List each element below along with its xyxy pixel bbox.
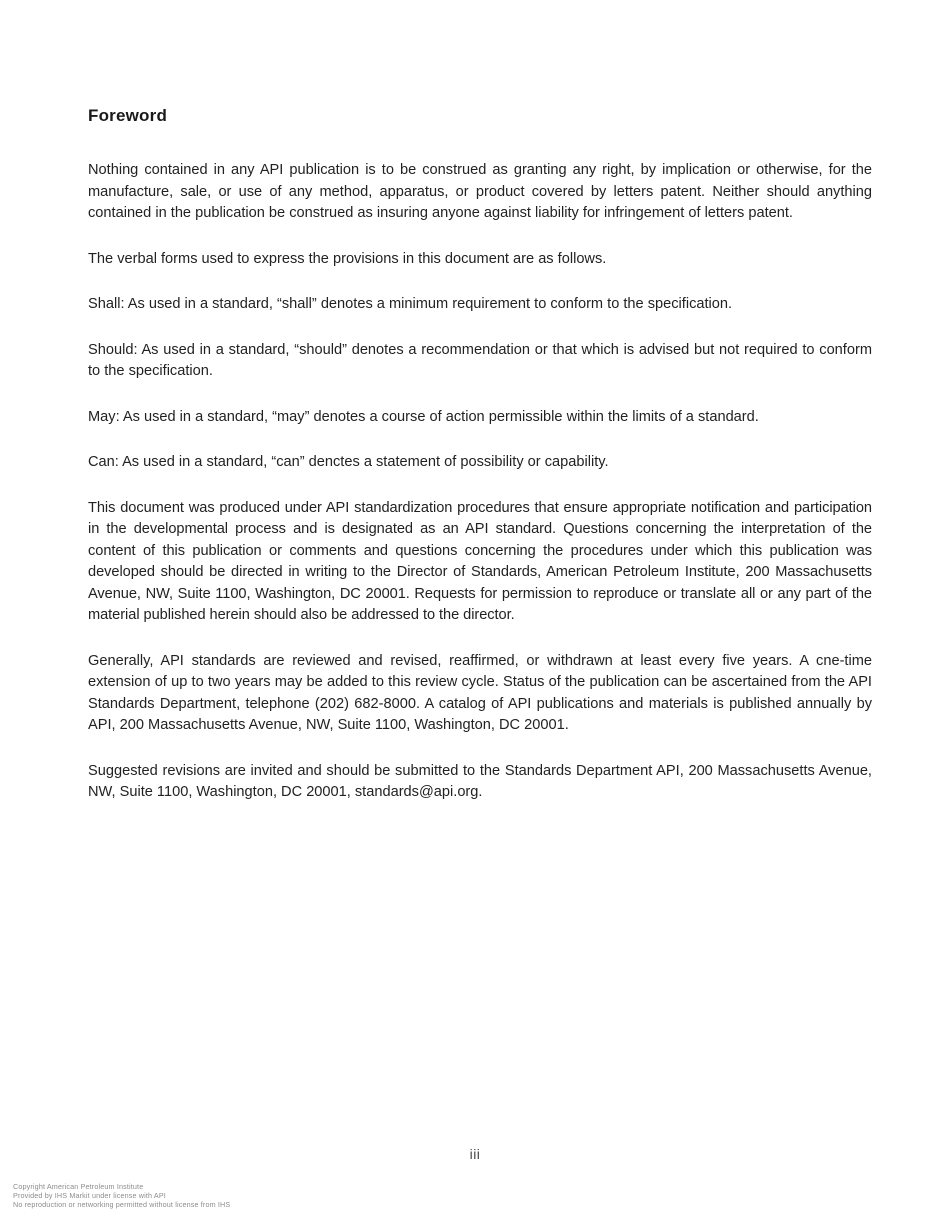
footer-license-block — [13, 1182, 433, 1210]
paragraph-suggested-revisions: Suggested revisions are invited and should be submitted to the Standards Department API, 200 Massachusetts Avenue, NW, Suite 1100, Washington, DC 20001, standards@api.org. — [88, 762, 872, 800]
paragraph-verbal-form-may: May: As used in a standard, “may” denotes a course of action permissible within the limits of a standard. — [88, 408, 759, 425]
paragraph-patent-disclaimer: Nothing contained in any API publication is to be construed as granting any right, by implication or otherwise, for the manufacture, sale, or use of any method, apparatus, or product covered by letters patent. Neither should anything contained in the publication be construed as insuring anyone against liability for infringement of letters patent. — [88, 162, 872, 221]
page-number: iii — [469, 1146, 481, 1162]
page-title: Foreword — [88, 106, 168, 125]
paragraph-standardization-procedures: This document was produced under API standardization procedures that ensure appropriate notification and participation in the developmental process and is designated as an API standard. Questions concerning the interpretation of the content of this publication or comments and questions concerning the procedures under which this publication was developed should be directed in writing to the Director of Standards, American Petroleum Institute, 200 Massachusetts Avenue, NW, Suite 1100, Washington, DC 20001. Requests for permission to reproduce or translate all or any part of the material published herein should also be addressed to the director. — [88, 499, 872, 623]
paragraph-verbal-form-can: Can: As used in a standard, “can” denctes a statement of possibility or capability. — [88, 454, 609, 470]
page-content — [88, 106, 872, 804]
footer-provider-line: Provided by IHS Markit under license with API — [13, 1191, 166, 1201]
paragraph-review-cycle: Generally, API standards are reviewed and revised, reaffirmed, or withdrawn at least every five years. A cne-time extension of up to two years may be added to this review cycle. Status of the publication can be ascertained from the API Standards Department, telephone (202) 682-8000. A catalog of API publications and materials is published annually by API, 200 Massachusetts Avenue, NW, Suite 1100, Washington, DC 20001. — [88, 652, 872, 733]
footer-restriction-line: No reproduction or networking permitted without license from IHS — [13, 1200, 231, 1210]
paragraph-verbal-form-should: Should: As used in a standard, “should” denotes a recommendation or that which is advised but not required to conform to the specification. — [88, 341, 872, 379]
footer-copyright-line: Copyright American Petroleum Institute — [13, 1182, 144, 1191]
paragraph-verbal-forms-intro: The verbal forms used to express the provisions in this document are as follows. — [88, 250, 607, 267]
paragraph-verbal-form-shall: Shall: As used in a standard, “shall” denotes a minimum requirement to conform to the specification. — [88, 296, 733, 312]
